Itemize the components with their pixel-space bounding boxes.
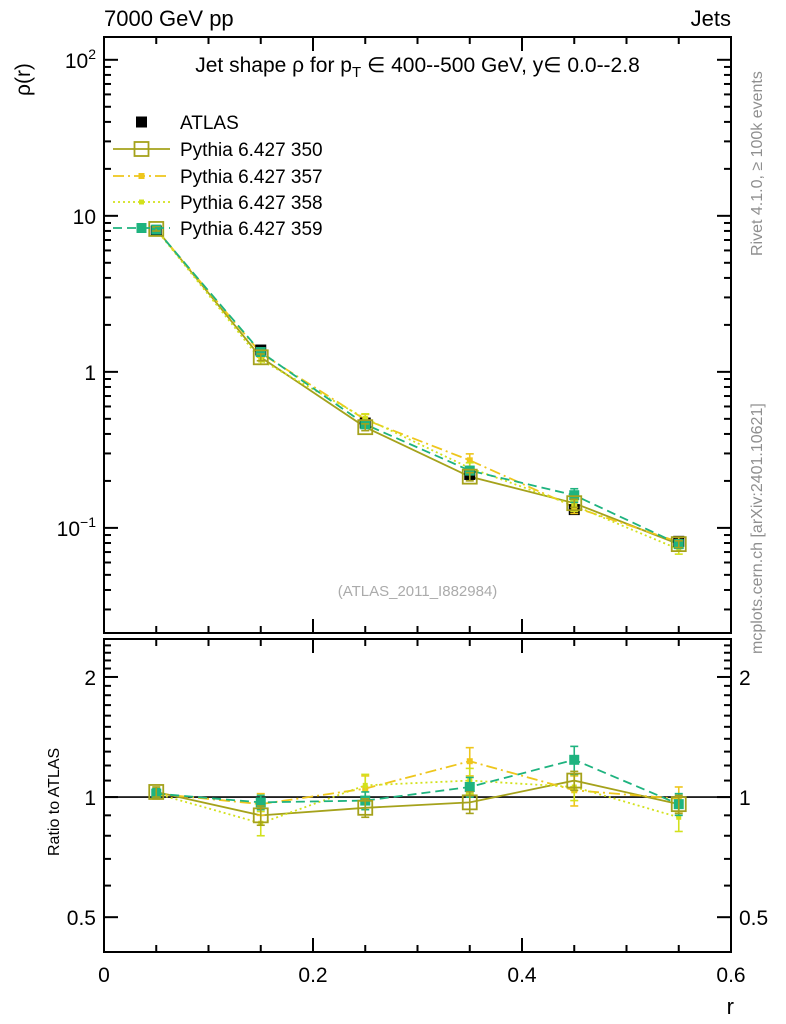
rivet-version-credit: Rivet 4.1.0, ≥ 100k events [749, 71, 766, 256]
plot-title-text: Jet shape ρ for p [195, 54, 352, 77]
x-tick-label: 0.4 [507, 964, 537, 987]
ratio-y-tick-label-right: 0.5 [739, 907, 769, 931]
x-tick-label: 0 [98, 964, 110, 987]
series-line-ratio [156, 781, 679, 816]
ratio-y-axis-label: Ratio to ATLAS [46, 747, 63, 856]
legend-label: Pythia 6.427 357 [180, 167, 323, 188]
legend-label: Pythia 6.427 350 [180, 140, 323, 161]
ratio-y-tick-label-left: 2 [84, 666, 96, 690]
legend-marker [139, 200, 144, 205]
legend-label: ATLAS [180, 113, 239, 134]
legend-marker [136, 117, 147, 128]
x-tick-label: 0.2 [298, 964, 328, 987]
legend-marker [137, 223, 147, 233]
mcplots-credit: mcplots.cern.ch [arXiv:2401.10621] [749, 403, 766, 654]
series-line-main [156, 230, 679, 550]
main-y-axis-label: ρ(r) [12, 63, 35, 96]
legend-label: Pythia 6.427 359 [180, 219, 323, 240]
y-tick-label: 1 [84, 361, 96, 385]
series-line-main [156, 230, 679, 542]
beam-energy-label: 7000 GeV pp [104, 6, 234, 31]
series-line-main [156, 230, 679, 545]
ratio-y-tick-label-left: 0.5 [66, 907, 96, 931]
plot-title-subscript: T [351, 64, 362, 82]
y-tick-label: 10 [72, 205, 96, 229]
ratio-data-point [363, 783, 368, 788]
plot-title-text-tail: ∈ 400--500 GeV, y∈ 0.0--2.8 [361, 54, 640, 77]
legend-marker [139, 173, 145, 179]
plot-title [104, 53, 731, 81]
ratio-data-point [465, 782, 475, 792]
analysis-id-watermark: (ATLAS_2011_I882984) [337, 583, 498, 600]
y-tick-label: $10^{-1}$ [56, 513, 96, 541]
ratio-y-tick-label-right: 2 [739, 666, 751, 690]
x-axis-label: r [726, 994, 734, 1019]
ratio-data-point [467, 758, 473, 764]
series-line-main [156, 229, 679, 544]
y-tick-label: $10^2$ [64, 45, 96, 73]
ratio-y-tick-label-right: 1 [739, 787, 751, 811]
analysis-group-label: Jets [690, 6, 731, 31]
ratio-data-point [569, 755, 579, 765]
x-tick-label: 0.6 [716, 964, 746, 987]
ratio-y-tick-label-left: 1 [84, 787, 96, 811]
legend-label: Pythia 6.427 358 [180, 193, 323, 214]
